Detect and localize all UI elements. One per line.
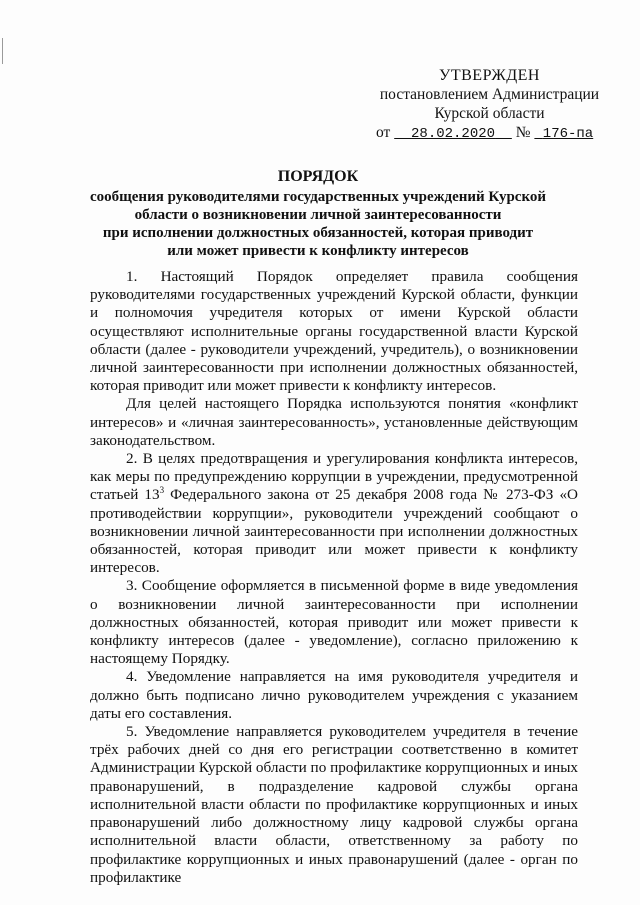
title-line-4: или может привести к конфликту интересов [167, 243, 469, 259]
paragraph-1: 1. Настоящий Порядок определяет правила сообщения руководителями государственных учреждений Курской области, функции и полномочия учредителя которых от имени Курской области осуществляют исполнительные органы государственной власти Курской области (далее - руководители учреждений, учредитель), о возникновении личной заинтересованности при исполнении должностных обязанностей, которая приводит или может привести к конфликту интересов. [90, 268, 578, 395]
title-line-2: области о возникновении личной заинтересованности [134, 207, 502, 223]
approval-date [394, 126, 512, 142]
title-heading: ПОРЯДОК [277, 168, 359, 185]
paragraph-3 [90, 450, 578, 577]
document-title [60, 168, 576, 260]
paragraph-5: 4. Уведомление направляется на имя руководителя учредителя и должно быть подписано лично руководителем учреждения с указанием даты его составления. [90, 668, 578, 722]
paragraph-2: Для целей настоящего Порядка используются понятия «конфликт интересов» и «личная заинтересованность», установленные действующим законодательством. [90, 395, 578, 449]
title-line-1: сообщения руководителями государственных учреждений Курской [89, 189, 547, 205]
paragraph-6: 5. Уведомление направляется руководителем учредителя в течение трёх рабочих дней со дня его регистрации соответственно в комитет Администрации Курской области по профилактике коррупционных и иных правонарушений, в подразделение кадровой службы органа исполнительной власти области по профилактике коррупционных и иных правонарушений либо должностному лицу кадровой службы органа исполнительной власти области, ответственному за работу по профилактике коррупционных и иных правонарушений (далее - орган по профилактике [90, 723, 578, 886]
approval-number-value: 176-па [542, 126, 594, 142]
approval-number [534, 126, 593, 142]
scan-edge-mark [2, 38, 3, 64]
approval-stamp: УТВЕРЖДЕН [439, 67, 540, 84]
approval-line-1: постановлением Администрации [379, 86, 600, 103]
approval-date-value: 28.02.2020 [411, 126, 496, 142]
date-prefix: от [376, 124, 391, 141]
document-body [90, 268, 578, 887]
article-superscript: 3 [159, 485, 165, 496]
approval-date-line [372, 123, 607, 144]
paragraph-3-end: Федерального закона от 25 декабря 2008 года № 273-ФЗ «О противодействии коррупции», руководители учреждений сообщают о возникновении личной заинтересованности при исполнении должностных обязанностей, которая приводит или может привести к конфликту интересов. [90, 486, 579, 577]
approval-block [372, 66, 607, 144]
title-line-3: при исполнении должностных обязанностей, которая приводит [102, 225, 534, 241]
approval-line-2: Курской области [434, 105, 545, 122]
paragraph-3-start: 2. В целях предотвращения и урегулирования конфликта интересов, как меры по предупреждению коррупции в учреждении, предусмотренной статьей 13 [90, 450, 578, 504]
number-sign: № [515, 124, 531, 141]
paragraph-4: 3. Сообщение оформляется в письменной форме в виде уведомления о возникновении личной заинтересованности при исполнении должностных обязанностей, которая приводит или может привести к конфликту интересов (далее - уведомление), согласно приложению к настоящему Порядку. [90, 577, 578, 668]
